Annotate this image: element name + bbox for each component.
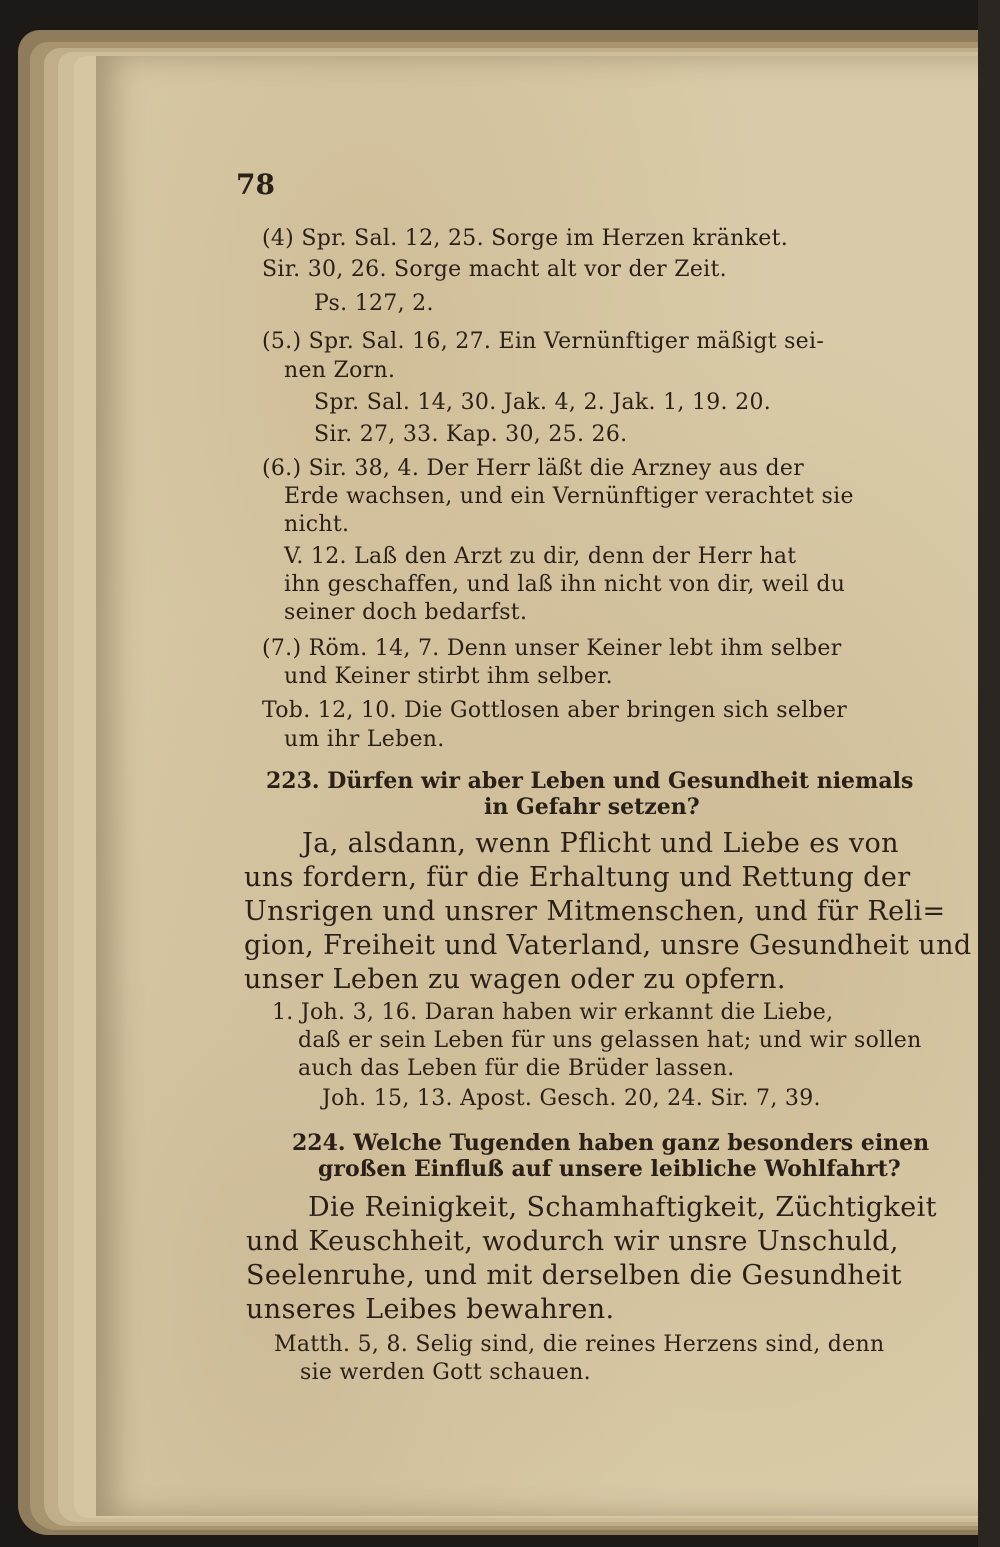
text-line: Erde wachsen, und ein Vernünftiger verachtet sie [284,484,854,509]
answer-line: unser Leben zu wagen oder zu opfern. [244,964,786,995]
text-line: seiner doch bedarfst. [284,600,528,625]
text-line: (5.) Spr. Sal. 16, 27. Ein Vernünftiger mäßigt sei- [262,329,825,354]
answer-line: und Keuschheit, wodurch wir unsre Unschuld, [246,1226,899,1257]
text-line: Tob. 12, 10. Die Gottlosen aber bringen sich selber [262,698,848,723]
text-line: Matth. 5, 8. Selig sind, die reines Herzens sind, denn [274,1332,885,1357]
text-line: Sir. 27, 33. Kap. 30, 25. 26. [314,422,628,447]
text-line: Ps. 127, 2. [314,291,434,316]
answer-line: uns fordern, für die Erhaltung und Rettung der [244,862,911,893]
text-line: auch das Leben für die Brüder lassen. [298,1056,735,1081]
text-line: (4) Spr. Sal. 12, 25. Sorge im Herzen kränket. [262,226,788,251]
answer-line: Ja, alsdann, wenn Pflicht und Liebe es von [302,828,899,859]
question-223: 223. Dürfen wir aber Leben und Gesundheit niemals [266,768,914,794]
text-line: V. 12. Laß den Arzt zu dir, denn der Herr hat [284,544,797,569]
page-text [96,56,1000,1516]
text-line: Joh. 15, 13. Apost. Gesch. 20, 24. Sir. 7, 39. [322,1086,821,1111]
question-224-cont: großen Einfluß auf unsere leibliche Wohlfahrt? [318,1156,901,1182]
text-line: Spr. Sal. 14, 30. Jak. 4, 2. Jak. 1, 19. 20. [314,390,772,415]
page-number: 78 [236,168,275,201]
answer-line: gion, Freiheit und Vaterland, unsre Gesundheit und [244,930,972,961]
book-spine-shadow [978,0,1000,1547]
answer-line: unseres Leibes bewahren. [246,1294,615,1325]
answer-line: Die Reinigkeit, Schamhaftigkeit, Züchtigkeit [308,1192,937,1223]
answer-line: Seelenruhe, und mit derselben die Gesundheit [246,1260,902,1291]
text-line: Sir. 30, 26. Sorge macht alt vor der Zeit. [262,257,727,282]
text-line: 1. Joh. 3, 16. Daran haben wir erkannt die Liebe, [272,1000,834,1025]
text-line: daß er sein Leben für uns gelassen hat; und wir sollen [298,1028,922,1053]
text-line: (6.) Sir. 38, 4. Der Herr läßt die Arzney aus der [262,456,805,481]
text-line: und Keiner stirbt ihm selber. [284,664,613,689]
text-line: ihn geschaffen, und laß ihn nicht von dir, weil du [284,572,846,597]
question-224: 224. Welche Tugenden haben ganz besonders einen [292,1130,930,1156]
book-page [96,56,1000,1516]
answer-line: Unsrigen und unsrer Mitmenschen, und für Reli= [244,896,946,927]
text-line: um ihr Leben. [284,727,445,752]
text-line: nicht. [284,512,350,537]
text-line: nen Zorn. [284,358,396,383]
question-223-cont: in Gefahr setzen? [484,794,700,820]
text-line: sie werden Gott schauen. [300,1360,591,1385]
text-line: (7.) Röm. 14, 7. Denn unser Keiner lebt ihm selber [262,636,842,661]
